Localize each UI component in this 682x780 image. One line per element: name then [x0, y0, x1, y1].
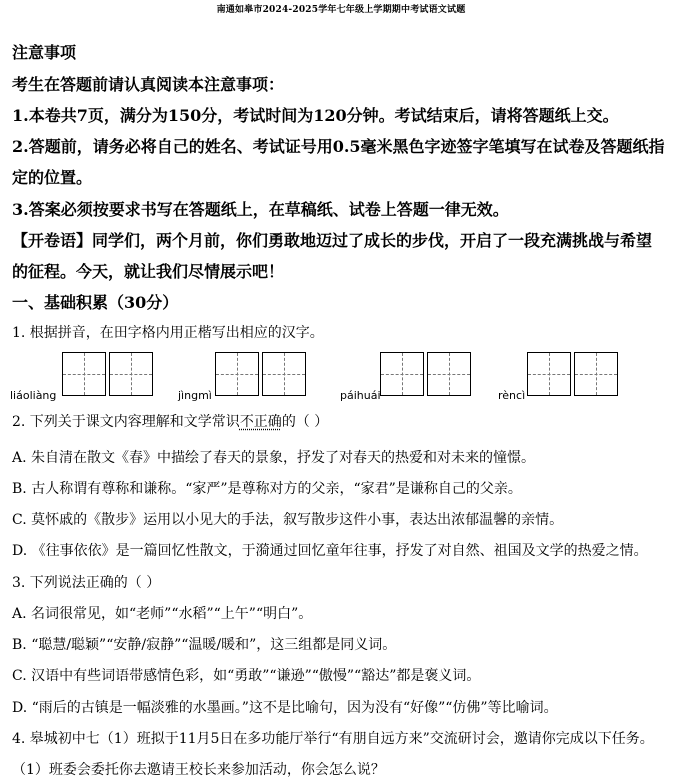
pinyin-2: jìngmì: [178, 389, 212, 402]
question-3-option-a: A. 名词很常见，如“老师”“水稻”“上午”“明白”。: [12, 606, 313, 622]
question-1-stem: 1. 根据拼音，在田字格内用正楷写出相应的汉字。: [12, 325, 324, 341]
question-2-option-a: A. 朱自清在散文《春》中描绘了春天的景象，抒发了对春天的热爱和对未来的憧憬。: [12, 450, 536, 466]
pinyin-3: páihuái: [340, 389, 381, 402]
question-2-stem-pre: 2. 下列关于课文内容理解和文学常识: [12, 414, 240, 430]
notice-item-2-line-1: 2.答题前，请务必将自己的姓名、考试证号用0.5毫米黑色字迹签字笔填写在试卷及答题纸指: [12, 137, 665, 156]
question-3-option-b: B. “聪慧/聪颖”“安静/寂静”“温暖/暖和”，这三组都是同义词。: [12, 637, 397, 653]
notice-item-3: 3.答案必须按要求书写在答题纸上，在草稿纸、试卷上答题一律无效。: [12, 200, 509, 219]
tian-grid-box[interactable]: [215, 352, 259, 396]
pinyin-4: rèncì: [498, 389, 526, 402]
tian-grid-box[interactable]: [109, 352, 153, 396]
tian-grid-box[interactable]: [262, 352, 306, 396]
question-2-stem: [12, 411, 668, 431]
question-2-option-c: C. 莫怀戚的《散步》运用以小见大的手法，叙写散步这件小事，表达出浓郁温馨的亲情。: [12, 512, 564, 528]
opening-remarks-line-1: 【开卷语】同学们，两个月前，你们勇敢地迈过了成长的步伐，开启了一段充满挑战与希望: [12, 231, 653, 250]
tian-grid-box[interactable]: [380, 352, 424, 396]
notice-item-1: 1.本卷共7页，满分为150分，考试时间为120分钟。考试结束后，请将答题纸上交。: [12, 106, 619, 125]
section-heading-basics: 一、基础积累（30分）: [12, 293, 179, 312]
notice-intro: 考生在答题前请认真阅读本注意事项：: [12, 75, 285, 94]
question-3-option-c: C. 汉语中有些词语带感情色彩，如“勇敢”“谦逊”“傲慢”“豁达”都是褒义词。: [12, 668, 481, 684]
tian-grid-box[interactable]: [527, 352, 571, 396]
notice-item-2-line-2: 定的位置。: [12, 168, 93, 187]
question-3-option-d: D. “雨后的古镇是一幅淡雅的水墨画。”这不是比喻句，因为没有“好像”“仿佛”等比喻词。: [12, 700, 558, 716]
notice-heading: 注意事项: [12, 43, 77, 62]
exam-title: 南通如皋市2024-2025学年七年级上学期期中考试语文试题: [216, 5, 466, 15]
question-2-option-b: B. 古人称谓有尊称和谦称。“家严”是尊称对方的父亲，“家君”是谦称自己的父亲。: [12, 481, 522, 497]
question-2-option-d: D. 《往事依依》是一篇回忆性散文，于漪通过回忆童年往事，抒发了对自然、祖国及文学的热爱之情。: [12, 543, 648, 559]
question-4-subquestion-1: （1）班委会委托你去邀请王校长来参加活动，你会怎么说？: [12, 762, 385, 778]
opening-remarks-line-2: 的征程。今天，就让我们尽情展示吧！: [12, 262, 285, 281]
tian-grid-box[interactable]: [574, 352, 618, 396]
question-2-emphasis: 不正确: [239, 414, 282, 430]
question-3-stem: 3. 下列说法正确的（ ）: [12, 575, 161, 591]
tian-grid-box[interactable]: [62, 352, 106, 396]
tian-grid-box[interactable]: [427, 352, 471, 396]
question-4-stem: 4. 皋城初中七（1）班拟于11月5日在多功能厅举行“有朋自远方来”交流研讨会，邀请你完成以下任务。: [12, 731, 654, 747]
pinyin-1: liáoliàng: [10, 389, 57, 402]
question-2-stem-post: 的（ ）: [281, 414, 329, 430]
